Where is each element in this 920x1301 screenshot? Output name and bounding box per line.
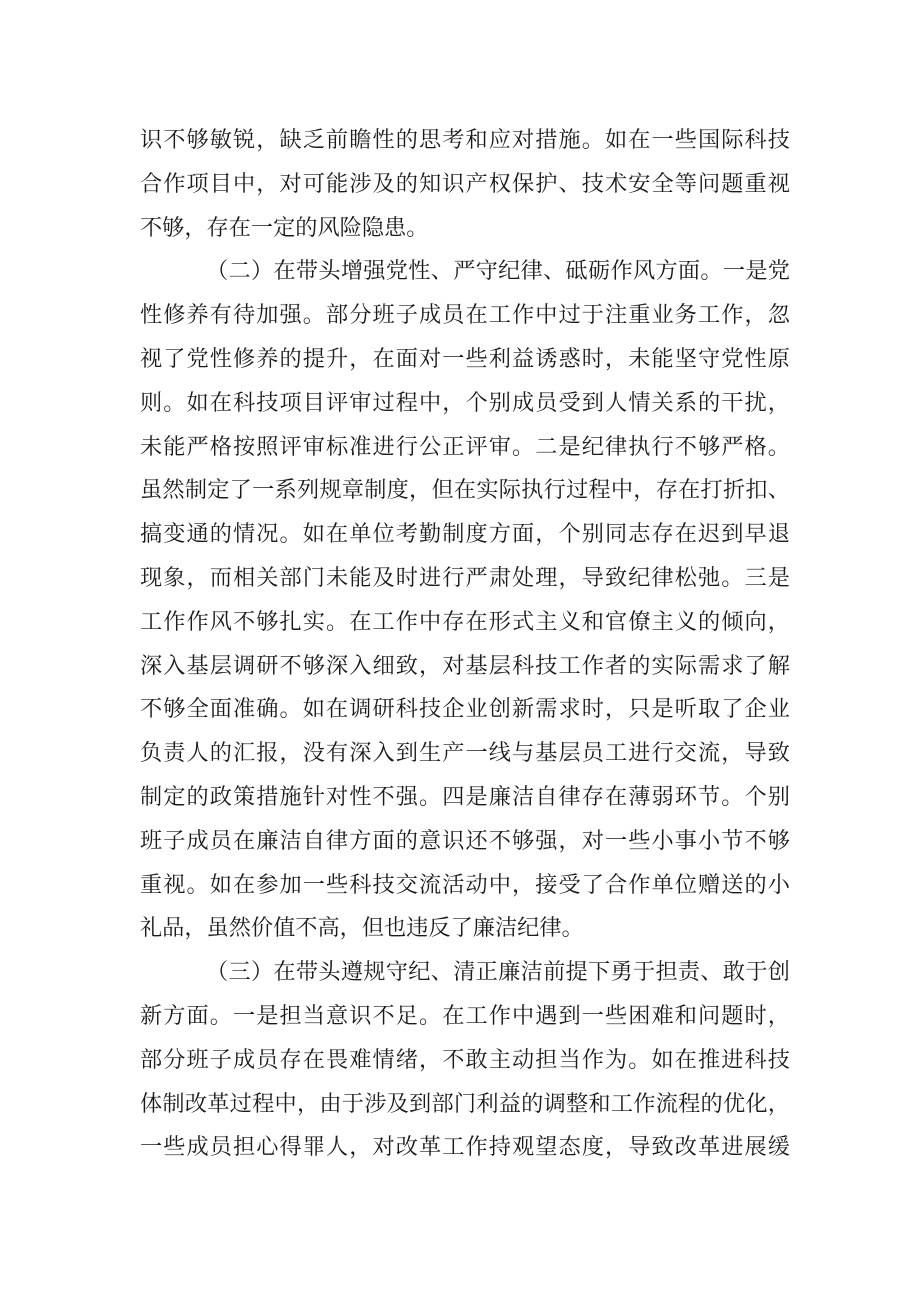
text-line: 合作项目中，对可能涉及的知识产权保护、技术安全等问题重视 [140, 170, 790, 197]
body-text [140, 119, 790, 1170]
text-line: 班子成员在廉洁自律方面的意识还不够强，对一些小事小节不够 [140, 827, 790, 854]
text-line: 制定的政策措施针对性不强。四是廉洁自律存在薄弱环节。个别 [140, 783, 790, 810]
section-heading-line: （三）在带头遵规守纪、清正廉洁前提下勇于担责、敢于创 [206, 959, 790, 986]
text-line: 搞变通的情况。如在单位考勤制度方面，个别同志存在迟到早退 [140, 521, 790, 548]
text-line: 部分班子成员存在畏难情绪，不敢主动担当作为。如在推进科技 [140, 1046, 790, 1073]
text-line: 负责人的汇报，没有深入到生产一线与基层员工进行交流，导致 [140, 740, 790, 767]
text-line: 未能严格按照评审标准进行公正评审。二是纪律执行不够严格。 [140, 433, 790, 460]
text-line: 视了党性修养的提升，在面对一些利益诱惑时，未能坚守党性原 [140, 345, 790, 372]
text-line: 深入基层调研不够深入细致，对基层科技工作者的实际需求了解 [140, 652, 790, 679]
text-line: 一些成员担心得罪人，对改革工作持观望态度，导致改革进展缓 [140, 1134, 790, 1161]
text-line: 则。如在科技项目评审过程中，个别成员受到人情关系的干扰， [140, 389, 790, 416]
text-line: 体制改革过程中，由于涉及到部门利益的调整和工作流程的优化， [140, 1090, 790, 1117]
text-line: 不够，存在一定的风险隐患。 [140, 214, 429, 241]
text-line: 虽然制定了一系列规章制度，但在实际执行过程中，存在打折扣、 [140, 477, 790, 504]
text-line: 工作作风不够扎实。在工作中存在形式主义和官僚主义的倾向， [140, 608, 790, 635]
text-line: 不够全面准确。如在调研科技企业创新需求时，只是听取了企业 [140, 696, 790, 723]
text-line: 性修养有待加强。部分班子成员在工作中过于注重业务工作，忽 [140, 302, 790, 329]
text-line: 现象，而相关部门未能及时进行严肃处理，导致纪律松弛。三是 [140, 564, 790, 591]
text-line: 新方面。一是担当意识不足。在工作中遇到一些困难和问题时， [140, 1002, 790, 1029]
text-line: 礼品，虽然价值不高，但也违反了廉洁纪律。 [140, 915, 584, 942]
text-line: 重视。如在参加一些科技交流活动中，接受了合作单位赠送的小 [140, 871, 790, 898]
text-line: 识不够敏锐，缺乏前瞻性的思考和应对措施。如在一些国际科技 [140, 127, 790, 153]
section-heading-line: （二）在带头增强党性、严守纪律、砥砺作风方面。一是党 [206, 258, 790, 285]
